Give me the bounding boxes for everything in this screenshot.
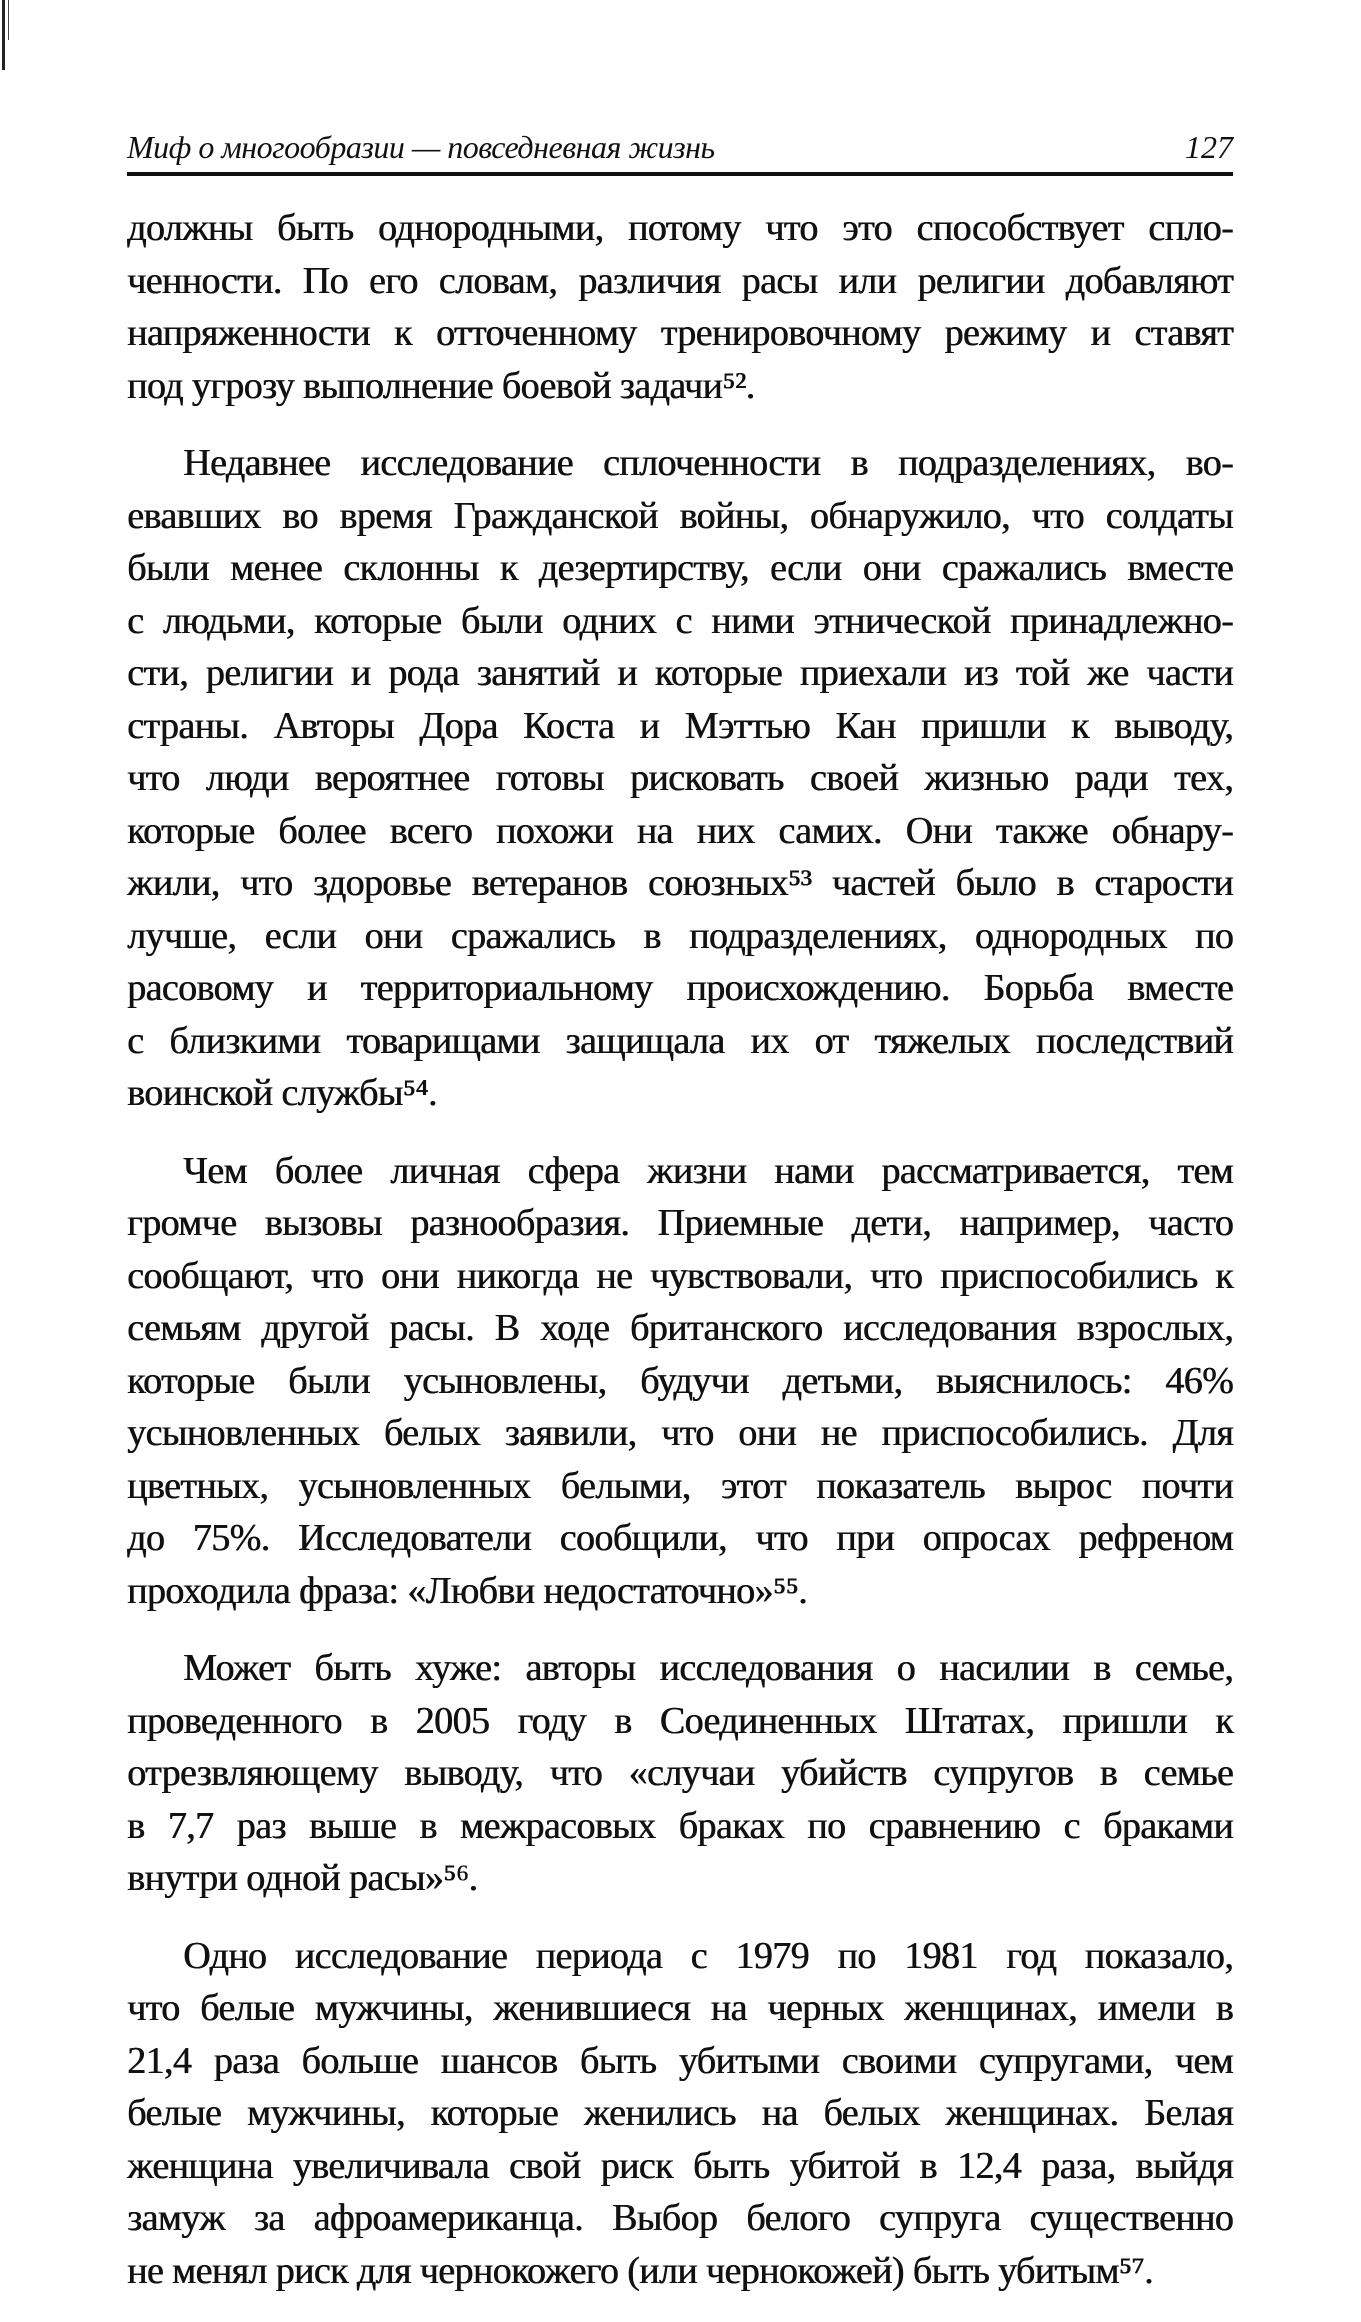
paragraph <box>127 1642 1233 1905</box>
text-line: которые были усыновлены, будучи детьми, выяснилось: 46% <box>127 1359 1233 1402</box>
text-line: расовому и территориальному происхождению. Борьба вместе <box>127 967 1233 1009</box>
text-line: женщина увеличивала свой риск быть убитой в 12,4 раза, выйдя <box>127 2144 1233 2187</box>
text-line: семьям другой расы. В ходе британского исследования взрослых, <box>127 1307 1233 1349</box>
text-line: напряженности к отточенному тренировочному режиму и ставят <box>127 312 1233 354</box>
text-line: проходила фраза: «Любви недостаточно»⁵⁵. <box>127 1569 807 1612</box>
text-line: Чем более личная сфера жизни нами рассматривается, тем <box>183 1149 1233 1192</box>
text-line: которые более всего похожи на них самих. Они также обнару- <box>127 809 1233 852</box>
text-line: лучше, если они сражались в подразделениях, однородных по <box>127 914 1233 957</box>
paragraph <box>127 1930 1233 2298</box>
text-line: что белые мужчины, женившиеся на черных женщинах, имели в <box>127 1987 1233 2029</box>
text-line: должны быть однородными, потому что это способствует спло- <box>127 207 1233 249</box>
running-header <box>127 124 1233 176</box>
scan-artifact <box>2 0 5 70</box>
paragraph <box>127 202 1233 412</box>
running-header-title: Миф о многообразии — повседневная жизнь <box>127 129 715 165</box>
text-line: замуж за афроамериканца. Выбор белого супруга существенно <box>127 2197 1233 2239</box>
text-line: отрезвляющему выводу, что «случаи убийств супругов в семье <box>127 1752 1233 1794</box>
text-line: ченности. По его словам, различия расы или религии добавляют <box>127 259 1233 302</box>
page-number: 127 <box>1185 129 1233 165</box>
text-line: проведенного в 2005 году в Соединенных Штатах, пришли к <box>127 1699 1233 1742</box>
text-line: в 7,7 раз выше в межрасовых браках по сравнению с браками <box>127 1804 1233 1847</box>
text-line: Недавнее исследование сплоченности в подразделениях, во- <box>183 442 1233 484</box>
text-line: не менял риск для чернокожего (или чернокожей) быть убитым⁵⁷. <box>127 2249 1153 2292</box>
text-line: жили, что здоровье ветеранов союзных⁵³ частей было в старости <box>127 862 1233 904</box>
text-line: сообщают, что они никогда не чувствовали, что приспособились к <box>127 1254 1233 1297</box>
text-line: с людьми, которые были одних с ними этнической принадлежно- <box>127 599 1233 642</box>
text-line: Может быть хуже: авторы исследования о насилии в семье, <box>183 1647 1233 1689</box>
text-line: усыновленных белых заявили, что они не приспособились. Для <box>127 1412 1233 1454</box>
text-line: 21,4 раза больше шансов быть убитыми своими супругами, чем <box>127 2039 1233 2082</box>
text-line: что люди вероятнее готовы рисковать своей жизнью ради тех, <box>127 757 1233 799</box>
paragraph <box>127 437 1233 1120</box>
text-line: громче вызовы разнообразия. Приемные дети, например, часто <box>127 1202 1233 1244</box>
scan-artifact <box>8 0 9 40</box>
text-line: евавших во время Гражданской войны, обнаружило, что солдаты <box>127 494 1233 537</box>
text-line: белые мужчины, которые женились на белых женщинах. Белая <box>127 2092 1233 2134</box>
text-line: внутри одной расы»⁵⁶. <box>127 1857 478 1899</box>
text-line: с близкими товарищами защищала их от тяжелых последствий <box>127 1019 1233 1062</box>
text-line: под угрозу выполнение боевой задачи⁵². <box>127 364 755 407</box>
text-line: цветных, усыновленных белыми, этот показатель вырос почти <box>127 1464 1233 1507</box>
text-line: до 75%. Исследователи сообщили, что при опросах рефреном <box>127 1517 1233 1559</box>
page-body <box>127 202 1233 2322</box>
paragraph <box>127 1145 1233 1618</box>
text-line: страны. Авторы Дора Коста и Мэттью Кан пришли к выводу, <box>127 704 1233 747</box>
text-line: сти, религии и рода занятий и которые приехали из той же части <box>127 652 1233 694</box>
text-line: были менее склонны к дезертирству, если они сражались вместе <box>127 547 1233 589</box>
text-line: воинской службы⁵⁴. <box>127 1072 437 1114</box>
text-line: Одно исследование периода с 1979 по 1981 год показало, <box>183 1934 1233 1977</box>
